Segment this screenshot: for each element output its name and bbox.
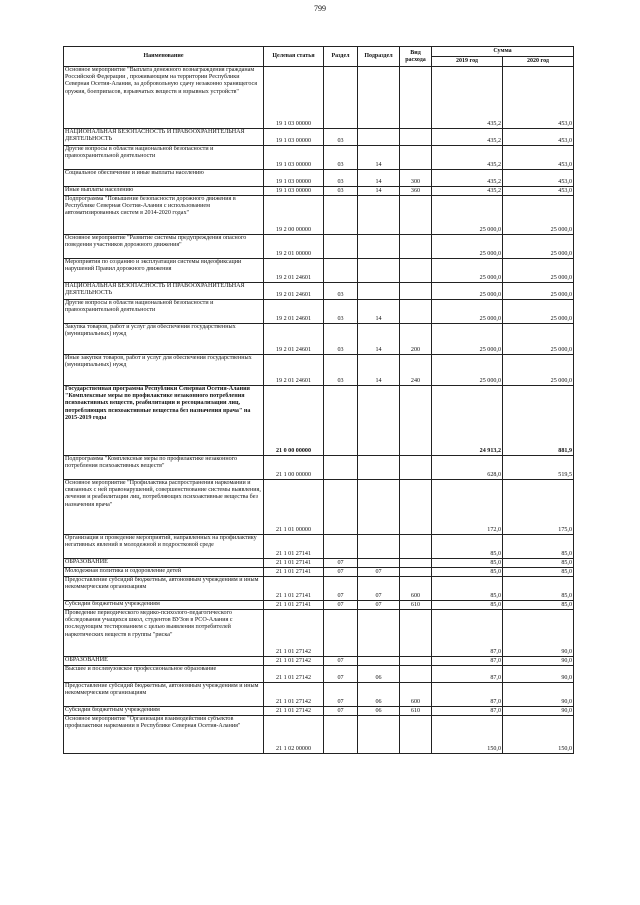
row-target: 19 2 00 00000 (264, 196, 324, 235)
row-target: 19 2 01 24601 (264, 259, 324, 283)
row-sum-2019: 435,2 (432, 146, 503, 170)
row-name: Предоставление субсидий бюджетным, автономным учреждениям и иным некоммерческим организациям (64, 577, 264, 601)
row-expense-type (400, 67, 432, 129)
table-header (64, 47, 574, 67)
row-sum-2019: 87,0 (432, 683, 503, 707)
row-sum-2019: 150,0 (432, 716, 503, 754)
row-expense-type (400, 480, 432, 535)
row-subsection: 14 (358, 324, 400, 355)
row-sum-2019: 25 000,0 (432, 196, 503, 235)
row-section: 03 (324, 187, 358, 196)
col-header-subsection: Подраздел (358, 47, 400, 67)
row-section: 07 (324, 577, 358, 601)
row-target: 21 1 01 27141 (264, 535, 324, 559)
row-sum-2019: 85,0 (432, 559, 503, 568)
row-sum-2020: 90,0 (503, 610, 574, 657)
row-target: 21 1 01 27142 (264, 610, 324, 657)
row-expense-type: 300 (400, 170, 432, 187)
col-header-target: Целевая статья (264, 47, 324, 67)
row-name: Иные закупки товаров, работ и услуг для обеспечения государственных (муниципальных) нужд (64, 355, 264, 386)
row-sum-2019: 25 000,0 (432, 324, 503, 355)
table-row (64, 386, 574, 456)
row-sum-2020: 85,0 (503, 577, 574, 601)
row-sum-2020: 85,0 (503, 559, 574, 568)
row-section: 07 (324, 707, 358, 716)
table-row (64, 355, 574, 386)
row-sum-2020: 25 000,0 (503, 259, 574, 283)
row-section: 03 (324, 170, 358, 187)
row-sum-2019: 25 000,0 (432, 355, 503, 386)
table-row (64, 129, 574, 146)
row-section: 07 (324, 559, 358, 568)
row-target: 21 1 01 27142 (264, 707, 324, 716)
row-target: 21 1 01 27142 (264, 657, 324, 666)
row-sum-2019: 24 913,2 (432, 386, 503, 456)
row-expense-type: 200 (400, 324, 432, 355)
row-sum-2020: 150,0 (503, 716, 574, 754)
row-subsection (358, 283, 400, 300)
row-name: Субсидии бюджетным учреждениям (64, 601, 264, 610)
row-sum-2019: 85,0 (432, 601, 503, 610)
row-section: 07 (324, 683, 358, 707)
row-section (324, 716, 358, 754)
row-sum-2019: 435,2 (432, 187, 503, 196)
row-name: ОБРАЗОВАНИЕ (64, 657, 264, 666)
row-name: Подпрограмма "Повышение безопасности дорожного движения в Республике Северная Осетия-Алания с использованием автоматизированных систем в 2014-2020 годах" (64, 196, 264, 235)
row-sum-2019: 435,2 (432, 67, 503, 129)
row-name: Основное мероприятие "Профилактика распространения наркомании и связанных с ней правонарушений, совершенствование системы выявления, лечения и реабилитации лиц, потребляющих психоактивные вещества без назначения врача" (64, 480, 264, 535)
table-row (64, 683, 574, 707)
row-section: 03 (324, 355, 358, 386)
row-subsection (358, 67, 400, 129)
row-sum-2020: 90,0 (503, 707, 574, 716)
row-sum-2019: 25 000,0 (432, 259, 503, 283)
row-subsection: 07 (358, 568, 400, 577)
row-expense-type (400, 657, 432, 666)
row-sum-2020: 90,0 (503, 683, 574, 707)
table-row (64, 716, 574, 754)
row-section (324, 67, 358, 129)
row-subsection (358, 386, 400, 456)
row-target: 21 1 01 27141 (264, 577, 324, 601)
row-sum-2019: 87,0 (432, 666, 503, 683)
row-target: 19 1 03 00000 (264, 129, 324, 146)
table-row (64, 568, 574, 577)
row-sum-2019: 25 000,0 (432, 235, 503, 259)
row-target: 21 1 02 00000 (264, 716, 324, 754)
row-sum-2020: 453,0 (503, 67, 574, 129)
row-subsection: 14 (358, 355, 400, 386)
budget-table (63, 46, 574, 754)
row-sum-2020: 25 000,0 (503, 300, 574, 324)
row-sum-2019: 628,0 (432, 456, 503, 480)
row-sum-2019: 87,0 (432, 610, 503, 657)
row-name: Молодежная политика и оздоровление детей (64, 568, 264, 577)
row-sum-2020: 90,0 (503, 666, 574, 683)
row-section (324, 235, 358, 259)
row-target: 21 1 01 27141 (264, 559, 324, 568)
row-expense-type: 610 (400, 707, 432, 716)
row-target: 21 1 00 00000 (264, 456, 324, 480)
row-sum-2019: 25 000,0 (432, 283, 503, 300)
row-sum-2019: 25 000,0 (432, 300, 503, 324)
col-header-section: Раздел (324, 47, 358, 67)
col-header-expense-type: Вид расхода (400, 47, 432, 67)
row-subsection (358, 259, 400, 283)
table-row (64, 67, 574, 129)
row-expense-type (400, 129, 432, 146)
row-expense-type: 600 (400, 577, 432, 601)
row-name: Иные выплаты населению (64, 187, 264, 196)
row-target: 19 1 03 00000 (264, 187, 324, 196)
table-row (64, 535, 574, 559)
row-target: 19 2 01 00000 (264, 235, 324, 259)
row-section: 07 (324, 657, 358, 666)
row-sum-2020: 25 000,0 (503, 283, 574, 300)
row-expense-type: 360 (400, 187, 432, 196)
row-name: Мероприятия по созданию и эксплуатации системы видеофиксации нарушений Правил дорожного движения (64, 259, 264, 283)
row-subsection (358, 559, 400, 568)
table-row (64, 456, 574, 480)
row-section: 03 (324, 324, 358, 355)
row-name: Организация и проведение мероприятий, направленных на профилактику негативных явлений в молодежной и подростковой среде (64, 535, 264, 559)
col-header-2019: 2019 год (432, 57, 503, 67)
row-section: 07 (324, 568, 358, 577)
row-name: Закупка товаров, работ и услуг для обеспечения государственных (муниципальных) нужд (64, 324, 264, 355)
row-section (324, 456, 358, 480)
row-name: Проведение периодического медико-психолого-педагогического обследования учащихся школ, студентов ВУЗов в РСО-Алания с последующим тестированием с целью выявления потребителей наркотических веществ в группы "риска" (64, 610, 264, 657)
row-section (324, 196, 358, 235)
row-name: Высшее и послевузовское профессиональное образование (64, 666, 264, 683)
row-section: 07 (324, 601, 358, 610)
row-sum-2020: 453,0 (503, 129, 574, 146)
row-name: Предоставление субсидий бюджетным, автономным учреждениям и иным некоммерческим организациям (64, 683, 264, 707)
row-subsection: 07 (358, 601, 400, 610)
row-name: НАЦИОНАЛЬНАЯ БЕЗОПАСНОСТЬ И ПРАВООХРАНИТЕЛЬНАЯ ДЕЯТЕЛЬНОСТЬ (64, 283, 264, 300)
row-subsection: 06 (358, 707, 400, 716)
table-row (64, 666, 574, 683)
row-target: 21 1 01 00000 (264, 480, 324, 535)
table-row (64, 577, 574, 601)
table-body (64, 67, 574, 754)
table-row (64, 196, 574, 235)
row-sum-2019: 85,0 (432, 535, 503, 559)
row-target: 21 0 00 00000 (264, 386, 324, 456)
row-name: НАЦИОНАЛЬНАЯ БЕЗОПАСНОСТЬ И ПРАВООХРАНИТЕЛЬНАЯ ДЕЯТЕЛЬНОСТЬ (64, 129, 264, 146)
row-subsection (358, 610, 400, 657)
row-target: 21 1 01 27141 (264, 601, 324, 610)
row-subsection: 14 (358, 170, 400, 187)
table-row (64, 283, 574, 300)
row-target: 19 1 03 00000 (264, 146, 324, 170)
row-sum-2020: 175,0 (503, 480, 574, 535)
table-row (64, 235, 574, 259)
row-subsection: 14 (358, 146, 400, 170)
table-row (64, 657, 574, 666)
row-sum-2020: 519,5 (503, 456, 574, 480)
table-row (64, 601, 574, 610)
row-target: 19 2 01 24601 (264, 283, 324, 300)
row-sum-2020: 85,0 (503, 568, 574, 577)
row-sum-2019: 172,0 (432, 480, 503, 535)
page-number: 799 (314, 4, 326, 13)
row-subsection (358, 129, 400, 146)
row-sum-2019: 85,0 (432, 568, 503, 577)
row-section: 07 (324, 666, 358, 683)
row-expense-type (400, 196, 432, 235)
table-row (64, 187, 574, 196)
row-section (324, 535, 358, 559)
row-expense-type: 600 (400, 683, 432, 707)
row-expense-type (400, 716, 432, 754)
row-subsection: 06 (358, 683, 400, 707)
row-target: 21 1 01 27142 (264, 683, 324, 707)
row-subsection (358, 456, 400, 480)
table-row (64, 707, 574, 716)
row-target: 19 2 01 24601 (264, 300, 324, 324)
table-row (64, 170, 574, 187)
row-sum-2020: 25 000,0 (503, 235, 574, 259)
row-subsection: 06 (358, 666, 400, 683)
table-row (64, 610, 574, 657)
row-target: 19 1 03 00000 (264, 67, 324, 129)
table-row (64, 324, 574, 355)
table-row (64, 259, 574, 283)
row-name: Другие вопросы в области национальной безопасности и правоохранительной деятельности (64, 300, 264, 324)
row-section (324, 480, 358, 535)
row-sum-2020: 85,0 (503, 535, 574, 559)
row-sum-2019: 87,0 (432, 707, 503, 716)
col-header-2020: 2020 год (503, 57, 574, 67)
row-expense-type (400, 456, 432, 480)
row-name: Подпрограмма "Комплексные меры по профилактике незаконного потребления психоактивных веществ" (64, 456, 264, 480)
table-row (64, 559, 574, 568)
row-name: Основное мероприятие "Развитие системы предупреждения опасного поведения участников дорожного движения" (64, 235, 264, 259)
row-section (324, 259, 358, 283)
row-subsection (358, 535, 400, 559)
row-name: Основное мероприятие "Организация взаимодействия субъектов профилактики наркомании в Республике Северная Осетия-Алания" (64, 716, 264, 754)
table-row (64, 146, 574, 170)
row-subsection (358, 716, 400, 754)
row-sum-2020: 881,9 (503, 386, 574, 456)
row-sum-2019: 435,2 (432, 170, 503, 187)
row-name: Основное мероприятие "Выплата денежного вознаграждения гражданам Российской Федерации , проживающим на территории Республики Северная Осетия-Алания, за добровольную сдачу незаконно хранящегося оружия, боеприпасов, взрывчатых веществ и взрывных устройств" (64, 67, 264, 129)
row-sum-2020: 25 000,0 (503, 196, 574, 235)
row-section: 03 (324, 146, 358, 170)
row-target: 21 1 01 27141 (264, 568, 324, 577)
row-subsection (358, 657, 400, 666)
row-expense-type (400, 300, 432, 324)
row-expense-type (400, 386, 432, 456)
row-expense-type (400, 666, 432, 683)
row-subsection (358, 480, 400, 535)
row-sum-2020: 25 000,0 (503, 355, 574, 386)
row-section: 03 (324, 283, 358, 300)
row-subsection: 14 (358, 187, 400, 196)
row-sum-2020: 90,0 (503, 657, 574, 666)
row-section: 03 (324, 129, 358, 146)
row-name: ОБРАЗОВАНИЕ (64, 559, 264, 568)
row-section: 03 (324, 300, 358, 324)
row-expense-type (400, 259, 432, 283)
row-sum-2020: 85,0 (503, 601, 574, 610)
row-sum-2019: 85,0 (432, 577, 503, 601)
row-expense-type (400, 235, 432, 259)
row-target: 21 1 01 27142 (264, 666, 324, 683)
row-name: Субсидии бюджетным учреждениям (64, 707, 264, 716)
row-expense-type (400, 146, 432, 170)
row-expense-type (400, 610, 432, 657)
row-sum-2019: 87,0 (432, 657, 503, 666)
col-header-sum: Сумма (432, 47, 574, 57)
row-target: 19 1 03 00000 (264, 170, 324, 187)
row-sum-2020: 453,0 (503, 187, 574, 196)
row-subsection: 07 (358, 577, 400, 601)
row-expense-type: 240 (400, 355, 432, 386)
row-target: 19 2 01 24601 (264, 324, 324, 355)
row-subsection (358, 196, 400, 235)
row-sum-2020: 453,0 (503, 170, 574, 187)
row-sum-2020: 453,0 (503, 146, 574, 170)
row-subsection (358, 235, 400, 259)
row-target: 19 2 01 24601 (264, 355, 324, 386)
table-row (64, 300, 574, 324)
row-expense-type (400, 283, 432, 300)
row-section (324, 386, 358, 456)
row-name: Государственная программа Республики Северная Осетия-Алания "Комплексные меры по профилактике незаконного потребления психоактивных веществ, реабилитации и ресоциализации лиц, потребляющих психоактивные вещества без назначения врача" на 2015-2019 годы (64, 386, 264, 456)
row-subsection: 14 (358, 300, 400, 324)
row-sum-2019: 435,2 (432, 129, 503, 146)
row-expense-type (400, 568, 432, 577)
row-section (324, 610, 358, 657)
row-expense-type: 610 (400, 601, 432, 610)
row-name: Социальное обеспечение и иные выплаты населению (64, 170, 264, 187)
row-sum-2020: 25 000,0 (503, 324, 574, 355)
row-expense-type (400, 535, 432, 559)
row-expense-type (400, 559, 432, 568)
row-name: Другие вопросы в области национальной безопасности и правоохранительной деятельности (64, 146, 264, 170)
table-row (64, 480, 574, 535)
col-header-name: Наименование (64, 47, 264, 67)
